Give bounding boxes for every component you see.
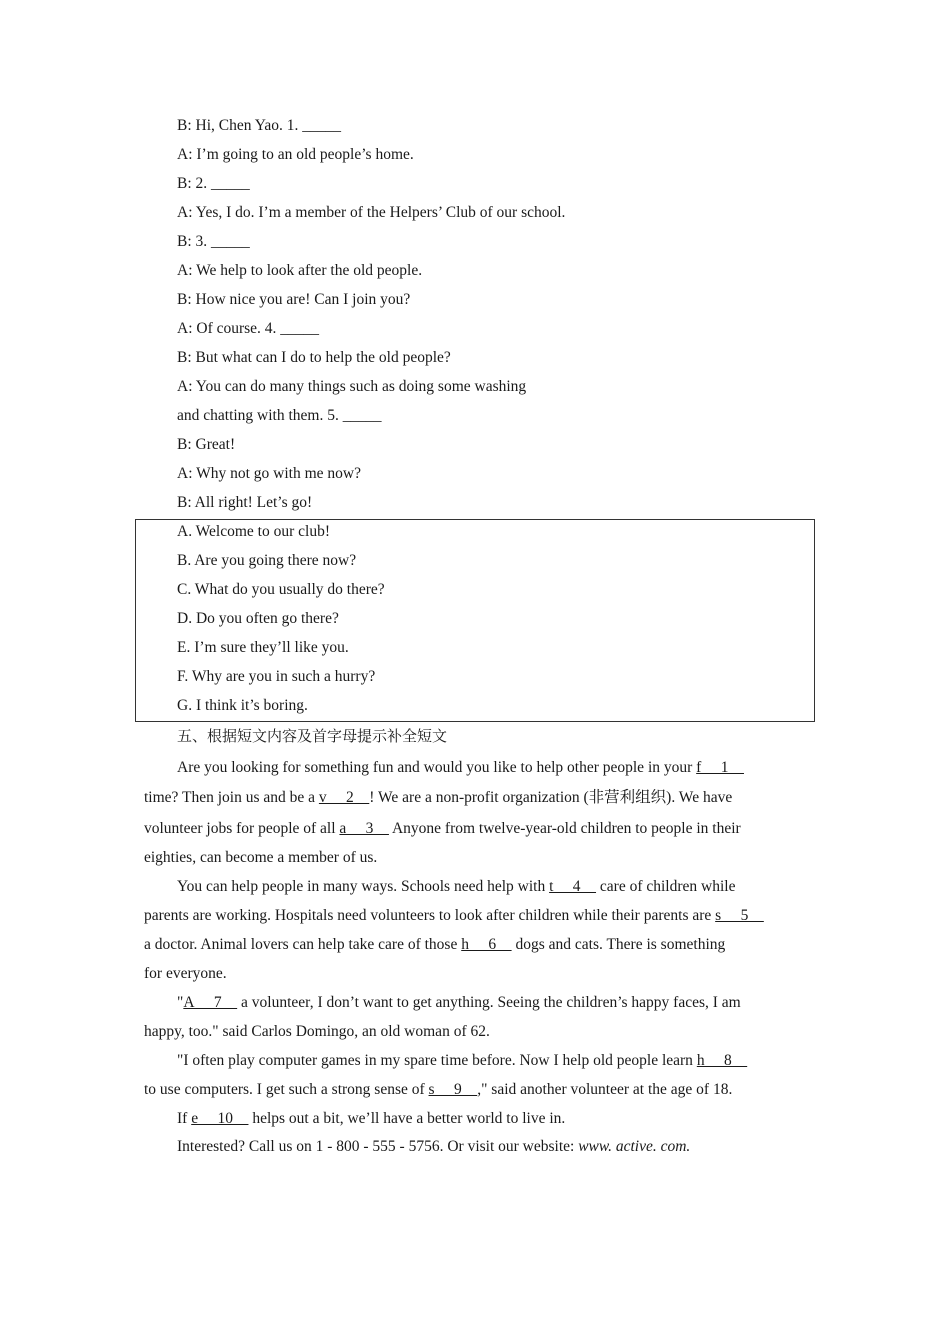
p5-text-a: If [177, 1110, 192, 1127]
p2-line-3 [144, 935, 725, 955]
option-f: F. Why are you in such a hurry? [177, 668, 376, 685]
dialogue-line-6: A: We help to look after the old people. [177, 262, 423, 279]
p2-line-1 [177, 877, 735, 897]
p2-text-a: You can help people in many ways. Schools need help with [177, 878, 550, 895]
dialogue-line-1: B: Hi, Chen Yao. 1. _____ [177, 117, 342, 134]
p2-line-2 [144, 906, 764, 926]
blank-10: e 10 [191, 1110, 249, 1127]
p4-text-c: ," said another volunteer at the age of 18. [477, 1081, 733, 1098]
p4-line-2 [144, 1080, 732, 1100]
p3-line-2: happy, too." said Carlos Domingo, an old woman of 62. [144, 1023, 490, 1040]
blank-8: h 8 [696, 1052, 748, 1069]
blank-3: a 3 [339, 820, 389, 837]
p6-line-1 [177, 1137, 690, 1157]
blank-7: A 7 [183, 994, 238, 1011]
dialogue-line-9: B: But what can I do to help the old people? [177, 349, 451, 366]
blank-9: s 9 [428, 1081, 478, 1098]
p4-text-a: "I often play computer games in my spare time before. Now I help old people learn [177, 1052, 697, 1069]
p1-line-2 [144, 788, 732, 808]
p3-text-a: " [177, 994, 184, 1011]
blank-5: s 5 [715, 907, 764, 924]
p1-line-3 [144, 819, 741, 839]
p3-line-1 [177, 993, 741, 1013]
p1-text-e: volunteer jobs for people of all [144, 820, 340, 837]
option-c: C. What do you usually do there? [177, 581, 385, 598]
dialogue-line-14: B: All right! Let’s go! [177, 494, 313, 511]
dialogue-line-4: A: Yes, I do. I’m a member of the Helpers’ Club of our school. [177, 204, 566, 221]
blank-6: h 6 [461, 936, 512, 953]
dialogue-line-7: B: How nice you are! Can I join you? [177, 291, 411, 308]
option-g: G. I think it’s boring. [177, 697, 308, 714]
website-url: www. active. com. [578, 1138, 691, 1155]
p1-text-c: time? Then join us and be a [144, 789, 319, 806]
p1-text-a: Are you looking for something fun and would you like to help other people in your [177, 759, 697, 776]
p3-text-b: a volunteer, I don’t want to get anything. Seeing the children’s happy faces, I am [237, 994, 741, 1011]
p4-line-1 [177, 1051, 747, 1071]
dialogue-line-12: B: Great! [177, 436, 236, 453]
dialogue-line-13: A: Why not go with me now? [177, 465, 361, 482]
p2-text-c: parents are working. Hospitals need volunteers to look after children while their parents are [144, 907, 716, 924]
p1-line-1 [177, 758, 744, 778]
p5-text-b: helps out a bit, we’ll have a better world to live in. [248, 1110, 566, 1127]
p1-text-f: Anyone from twelve-year-old children to people in their [388, 820, 741, 837]
p5-line-1 [177, 1109, 565, 1129]
p2-text-e: dogs and cats. There is something [511, 936, 726, 953]
dialogue-line-2: A: I’m going to an old people’s home. [177, 146, 414, 163]
p1-line-4: eighties, can become a member of us. [144, 849, 378, 866]
blank-2: v 2 [318, 789, 370, 806]
dialogue-line-5: B: 3. _____ [177, 233, 250, 250]
p2-text-d: a doctor. Animal lovers can help take care of those [144, 936, 462, 953]
blank-1: f 1 [696, 759, 744, 776]
option-a: A. Welcome to our club! [177, 523, 330, 540]
dialogue-line-11: and chatting with them. 5. _____ [177, 407, 382, 424]
option-b: B. Are you going there now? [177, 552, 357, 569]
section-title: 五、根据短文内容及首字母提示补全短文 [177, 727, 448, 745]
p6-text-a: Interested? Call us on 1 - 800 - 555 - 5756. Or visit our website: [177, 1138, 579, 1155]
option-d: D. Do you often go there? [177, 610, 339, 627]
p4-text-b: to use computers. I get such a strong sense of [144, 1081, 429, 1098]
p2-text-b: care of children while [596, 878, 736, 895]
option-e: E. I’m sure they’ll like you. [177, 639, 349, 656]
dialogue-line-3: B: 2. _____ [177, 175, 250, 192]
blank-4: t 4 [549, 878, 597, 895]
dialogue-line-8: A: Of course. 4. _____ [177, 320, 320, 337]
p1-text-d: ! We are a non-profit organization (非营利组织). We have [369, 789, 733, 806]
dialogue-line-10: A: You can do many things such as doing some washing [177, 378, 527, 395]
p2-line-4: for everyone. [144, 965, 227, 982]
